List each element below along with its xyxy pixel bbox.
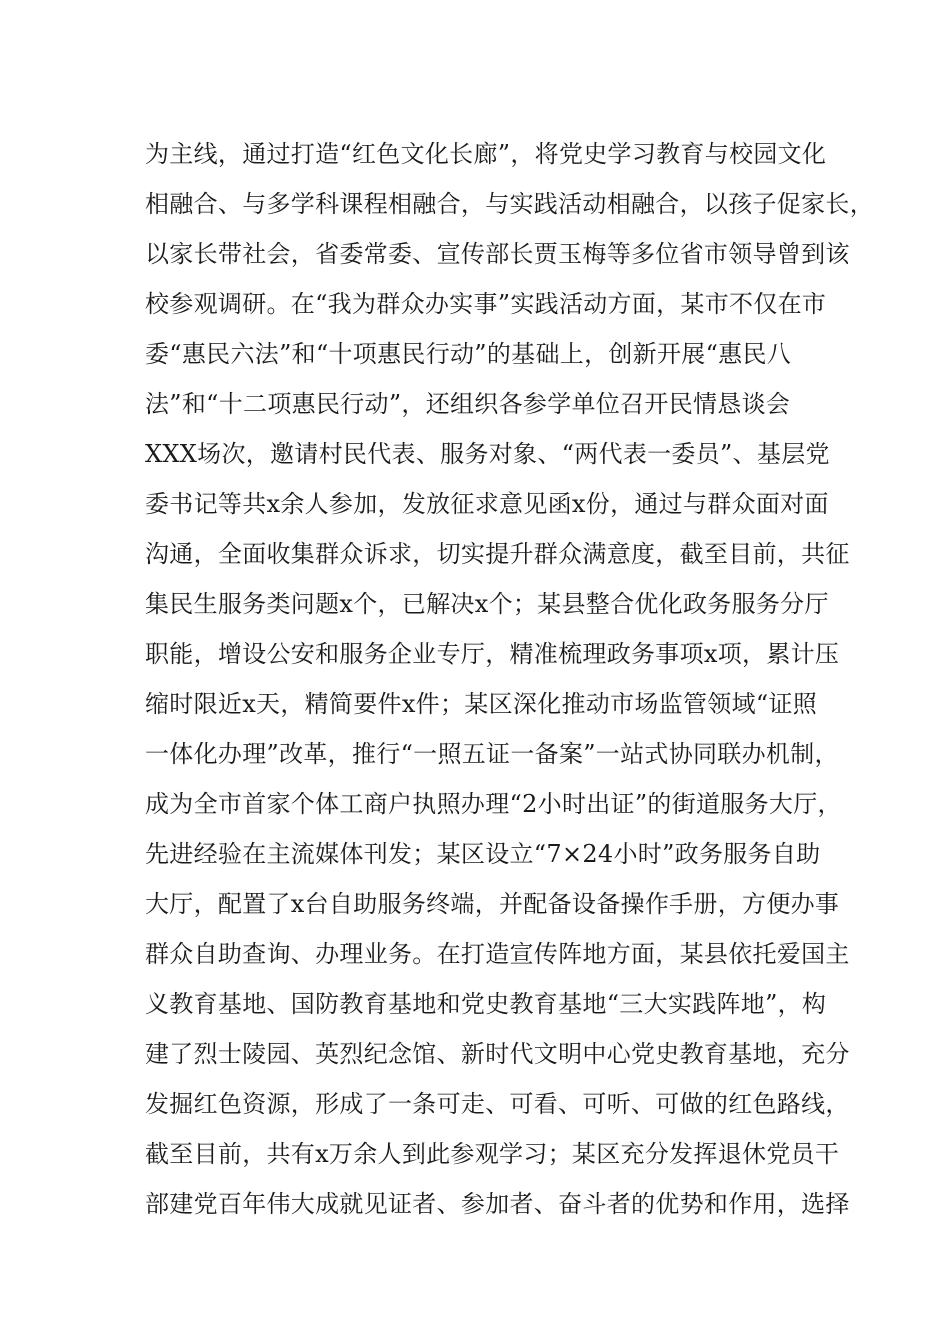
text-line: 校参观调研。在“我为群众办实事”实践活动方面，某市不仅在市	[145, 290, 827, 318]
text-line: 先进经验在主流媒体刊发；某区设立“7×24小时”政务服务自助	[145, 840, 821, 868]
text-line: 部建党百年伟大成就见证者、参加者、奋斗者的优势和作用，选择	[145, 1190, 850, 1218]
text-line: 缩时限近x天，精简要件x件；某区深化推动市场监管领域“证照	[145, 690, 818, 718]
text-line: 成为全市首家个体工商户执照办理“2小时出证”的街道服务大厅，	[145, 790, 842, 818]
text-line: 截至目前，共有x万余人到此参观学习；某区充分发挥退休党员干	[145, 1140, 840, 1168]
text-line: 委“惠民六法”和“十项惠民行动”的基础上，创新开展“惠民八	[145, 340, 792, 368]
text-line: 建了烈士陵园、英烈纪念馆、新时代文明中心党史教育基地，充分	[145, 1040, 850, 1068]
text-line: 义教育基地、国防教育基地和党史教育基地“三大实践阵地”，构	[145, 990, 827, 1018]
text-line: 一体化办理”改革，推行“一照五证一备案”一站式协同联办机制，	[145, 740, 839, 768]
text-line: 集民生服务类问题x个，已解决x个；某县整合优化政务服务分厅	[145, 590, 829, 618]
text-line: 发掘红色资源，形成了一条可走、可看、可听、可做的红色路线，	[145, 1090, 850, 1118]
text-line: 群众自助查询、办理业务。在打造宣传阵地方面，某县依托爱国主	[145, 940, 850, 968]
text-line: XXX场次，邀请村民代表、服务对象、“两代表一委员”、基层党	[145, 440, 830, 468]
text-line: 相融合、与多学科课程相融合，与实践活动相融合，以孩子促家长，	[145, 190, 874, 218]
text-line: 为主线，通过打造“红色文化长廊”，将党史学习教育与校园文化	[145, 140, 827, 168]
text-line: 委书记等共x余人参加，发放征求意见函x份，通过与群众面对面	[145, 490, 829, 518]
text-line: 沟通，全面收集群众诉求，切实提升群众满意度，截至目前，共征	[145, 540, 850, 568]
text-line: 职能，增设公安和服务企业专厅，精准梳理政务事项x项，累计压	[145, 640, 840, 668]
text-line: 以家长带社会，省委常委、宣传部长贾玉梅等多位省市领导曾到该	[145, 240, 850, 268]
text-line: 法”和“十二项惠民行动”，还组织各参学单位召开民情恳谈会	[145, 390, 791, 418]
text-line: 大厅，配置了x台自助服务终端，并配备设备操作手册，方便办事	[145, 890, 840, 918]
body-text	[145, 129, 874, 1229]
